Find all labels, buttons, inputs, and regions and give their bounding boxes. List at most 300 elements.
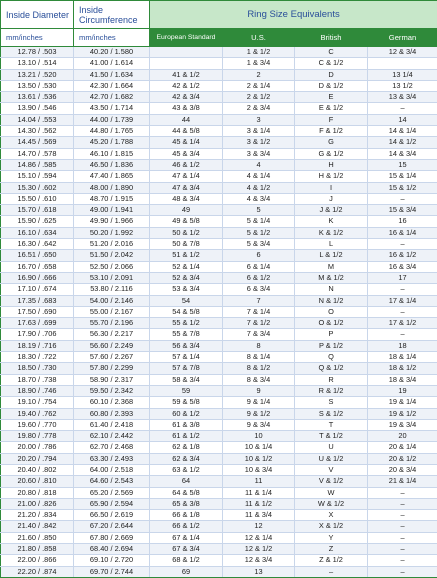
circumference-cell: 45.20 / 1.788 [74,137,150,148]
circumference-cell: 40.20 / 1.580 [74,47,150,58]
european-cell: 59 & 5/8 [150,397,223,408]
european-cell: 69 [150,566,223,577]
table-row [1,193,437,204]
european-cell: 47 & 3/4 [150,182,223,193]
german-cell: 15 [368,159,437,170]
circumference-cell: 42.30 / 1.664 [74,80,150,91]
us-cell: 2 & 3/4 [223,103,295,114]
european-cell: 42 & 3/4 [150,92,223,103]
german-cell: 19 & 1/2 [368,408,437,419]
european-cell [150,47,223,58]
us-cell: 6 & 1/2 [223,272,295,283]
us-cell: 4 [223,159,295,170]
us-cell: 7 & 1/4 [223,306,295,317]
european-cell: 49 [150,205,223,216]
european-cell: 55 & 7/8 [150,329,223,340]
table-row [1,431,437,442]
table-row [1,374,437,385]
circumference-cell: 68.40 / 2.694 [74,544,150,555]
ring-size-equivalents-header: Ring Size Equivalents [150,1,437,29]
table-row [1,126,437,137]
us-cell: 9 & 1/2 [223,408,295,419]
table-row [1,284,437,295]
diameter-cell: 18.30 / .722 [1,352,74,363]
diameter-cell: 21.20 / .834 [1,510,74,521]
diameter-cell: 22.00 / .866 [1,555,74,566]
table-row [1,498,437,509]
diameter-cell: 20.60 / .810 [1,476,74,487]
german-cell: 14 & 1/4 [368,126,437,137]
circumference-cell: 53.10 / 2.091 [74,272,150,283]
us-cell: 8 [223,340,295,351]
german-cell: 19 & 1/4 [368,397,437,408]
british-cell: R [295,374,368,385]
british-cell: L & 1/2 [295,250,368,261]
circumference-cell: 48.00 / 1.890 [74,182,150,193]
diameter-cell: 14.86 / .585 [1,159,74,170]
table-row [1,272,437,283]
diameter-cell: 21.00 / .826 [1,498,74,509]
german-cell: 18 & 3/4 [368,374,437,385]
diameter-cell: 13.50 / .530 [1,80,74,91]
german-cell: 17 & 1/4 [368,295,437,306]
us-cell: 1 & 3/4 [223,58,295,69]
european-cell: 62 & 1/8 [150,442,223,453]
ring-size-rows [1,47,437,578]
european-cell: 58 & 3/4 [150,374,223,385]
european-cell: 64 & 5/8 [150,487,223,498]
us-cell: 8 & 1/2 [223,363,295,374]
european-cell: 44 [150,114,223,125]
table-row [1,532,437,543]
us-cell: 10 & 1/2 [223,453,295,464]
german-cell: – [368,521,437,532]
british-cell: T & 1/2 [295,431,368,442]
us-cell: 5 & 3/4 [223,239,295,250]
circumference-cell: 46.50 / 1.836 [74,159,150,170]
european-cell: 44 & 5/8 [150,126,223,137]
circumference-cell: 57.60 / 2.267 [74,352,150,363]
european-cell: 49 & 5/8 [150,216,223,227]
diameter-cell: 15.10 / .594 [1,171,74,182]
diameter-cell: 19.10 / .754 [1,397,74,408]
circumference-cell: 60.10 / 2.368 [74,397,150,408]
diameter-cell: 18.50 / .730 [1,363,74,374]
table-row [1,92,437,103]
european-cell: 47 & 1/4 [150,171,223,182]
european-cell: 48 & 3/4 [150,193,223,204]
british-header: British [295,29,368,47]
table-row [1,80,437,91]
us-cell: 2 & 1/2 [223,92,295,103]
british-cell: N [295,284,368,295]
inside-diameter-header: Inside Diameter [1,1,74,29]
german-cell: 19 [368,385,437,396]
european-cell: 68 & 1/2 [150,555,223,566]
circumference-cell: 47.40 / 1.865 [74,171,150,182]
diameter-cell: 20.20 / .794 [1,453,74,464]
us-cell: 7 & 1/2 [223,318,295,329]
table-row [1,148,437,159]
diameter-cell: 19.60 / .770 [1,419,74,430]
british-cell: G [295,137,368,148]
circumference-cell: 44.80 / 1.765 [74,126,150,137]
british-cell: X & 1/2 [295,521,368,532]
diameter-cell: 21.60 / .850 [1,532,74,543]
german-cell: 18 & 1/4 [368,352,437,363]
diameter-cell: 21.40 / .842 [1,521,74,532]
us-cell: 12 & 1/2 [223,544,295,555]
us-cell: 6 & 1/4 [223,261,295,272]
circumference-cell: 69.10 / 2.720 [74,555,150,566]
diameter-cell: 13.90 / .546 [1,103,74,114]
us-cell: 5 & 1/2 [223,227,295,238]
us-cell: 4 & 1/2 [223,182,295,193]
table-row [1,205,437,216]
circumference-cell: 65.90 / 2.594 [74,498,150,509]
us-cell: 3 & 3/4 [223,148,295,159]
german-cell: 20 & 3/4 [368,464,437,475]
us-cell: 8 & 3/4 [223,374,295,385]
us-cell: 11 & 3/4 [223,510,295,521]
us-cell: 3 [223,114,295,125]
european-cell: 45 & 1/4 [150,137,223,148]
european-cell: 63 & 1/2 [150,464,223,475]
european-cell: 67 & 3/4 [150,544,223,555]
diameter-cell: 18.90 / .746 [1,385,74,396]
german-cell: 20 & 1/4 [368,442,437,453]
british-cell: R & 1/2 [295,385,368,396]
german-cell: – [368,566,437,577]
diameter-cell: 13.21 / .520 [1,69,74,80]
european-cell: 62 & 3/4 [150,453,223,464]
british-cell: N & 1/2 [295,295,368,306]
circumference-cell: 64.00 / 2.518 [74,464,150,475]
us-cell: 2 [223,69,295,80]
british-cell: H & 1/2 [295,171,368,182]
diameter-cell: 14.45 / .569 [1,137,74,148]
german-cell: 13 1/4 [368,69,437,80]
german-cell: 16 & 3/4 [368,261,437,272]
european-cell: 66 & 1/8 [150,510,223,521]
european-cell [150,58,223,69]
german-cell: 12 & 3/4 [368,47,437,58]
british-cell: W & 1/2 [295,498,368,509]
british-cell: J [295,193,368,204]
diameter-cell: 14.30 / .562 [1,126,74,137]
diameter-cell: 15.50 / .610 [1,193,74,204]
diameter-cell: 15.90 / .625 [1,216,74,227]
diameter-cell: 17.35 / .683 [1,295,74,306]
circumference-cell: 65.20 / 2.569 [74,487,150,498]
european-cell: 57 & 7/8 [150,363,223,374]
us-cell: 11 [223,476,295,487]
european-cell: 45 & 3/4 [150,148,223,159]
diameter-cell: 20.40 / .802 [1,464,74,475]
circumference-cell: 69.70 / 2.744 [74,566,150,577]
diameter-cell: 19.80 / .778 [1,431,74,442]
table-row [1,487,437,498]
german-cell: – [368,103,437,114]
german-cell: – [368,284,437,295]
british-cell: G & 1/2 [295,148,368,159]
us-cell: 9 [223,385,295,396]
british-cell: V & 1/2 [295,476,368,487]
european-cell: 65 & 3/8 [150,498,223,509]
table-row [1,419,437,430]
circumference-cell: 56.30 / 2.217 [74,329,150,340]
german-cell: 14 [368,114,437,125]
diameter-unit-header: mm/inches [1,29,74,47]
british-cell: H [295,159,368,170]
british-cell: S & 1/2 [295,408,368,419]
us-cell: 4 & 1/4 [223,171,295,182]
circumference-cell: 43.50 / 1.714 [74,103,150,114]
european-standard-header: European Standard [150,29,223,47]
european-cell: 51 & 1/2 [150,250,223,261]
circumference-cell: 58.90 / 2.317 [74,374,150,385]
circumference-cell: 56.60 / 2.249 [74,340,150,351]
circumference-cell: 62.70 / 2.468 [74,442,150,453]
european-cell: 56 & 3/4 [150,340,223,351]
british-cell: Z [295,544,368,555]
german-cell: 20 [368,431,437,442]
british-cell: M [295,261,368,272]
german-cell: 18 [368,340,437,351]
circumference-cell: 41.50 / 1.634 [74,69,150,80]
european-cell: 55 & 1/2 [150,318,223,329]
us-cell: 5 & 1/4 [223,216,295,227]
german-cell: – [368,329,437,340]
circumference-cell: 60.80 / 2.393 [74,408,150,419]
circumference-cell: 52.50 / 2.066 [74,261,150,272]
european-cell: 60 & 1/2 [150,408,223,419]
german-cell: 14 & 1/2 [368,137,437,148]
european-cell: 61 & 3/8 [150,419,223,430]
us-cell: 4 & 3/4 [223,193,295,204]
german-cell: 15 & 1/4 [368,171,437,182]
table-row [1,182,437,193]
table-row [1,250,437,261]
table-row [1,476,437,487]
european-cell: 67 & 1/4 [150,532,223,543]
table-row [1,159,437,170]
circumference-cell: 59.50 / 2.342 [74,385,150,396]
german-cell: – [368,532,437,543]
diameter-cell: 16.30 / .642 [1,239,74,250]
circumference-cell: 51.20 / 2.016 [74,239,150,250]
german-cell: 16 & 1/2 [368,250,437,261]
european-cell: 41 & 1/2 [150,69,223,80]
british-cell: Q & 1/2 [295,363,368,374]
british-cell: J & 1/2 [295,205,368,216]
european-cell: 57 & 1/4 [150,352,223,363]
european-cell: 43 & 3/8 [150,103,223,114]
table-row [1,295,437,306]
diameter-cell: 16.51 / .650 [1,250,74,261]
british-cell: M & 1/2 [295,272,368,283]
circumference-cell: 63.30 / 2.493 [74,453,150,464]
table-row [1,453,437,464]
british-cell: P [295,329,368,340]
british-cell: U [295,442,368,453]
table-row [1,352,437,363]
british-cell: E & 1/2 [295,103,368,114]
table-row [1,385,437,396]
european-cell: 46 & 1/2 [150,159,223,170]
circumference-cell: 62.10 / 2.442 [74,431,150,442]
table-row [1,363,437,374]
table-row [1,261,437,272]
british-cell: F & 1/2 [295,126,368,137]
british-cell: U & 1/2 [295,453,368,464]
german-cell: 13 1/2 [368,80,437,91]
european-cell: 52 & 3/4 [150,272,223,283]
circumference-cell: 49.90 / 1.966 [74,216,150,227]
diameter-cell: 16.90 / .666 [1,272,74,283]
circumference-cell: 49.00 / 1.941 [74,205,150,216]
european-cell: 54 & 5/8 [150,306,223,317]
diameter-cell: 15.30 / .602 [1,182,74,193]
us-cell: 9 & 3/4 [223,419,295,430]
us-cell: 7 & 3/4 [223,329,295,340]
table-row [1,227,437,238]
circumference-cell: 55.70 / 2.196 [74,318,150,329]
us-cell: 5 [223,205,295,216]
european-cell: 64 [150,476,223,487]
british-cell: O & 1/2 [295,318,368,329]
british-cell: E [295,92,368,103]
diameter-cell: 22.20 / .874 [1,566,74,577]
circumference-cell: 67.20 / 2.644 [74,521,150,532]
table-row [1,408,437,419]
table-row [1,216,437,227]
table-row [1,306,437,317]
us-cell: 2 & 1/4 [223,80,295,91]
table-row [1,521,437,532]
table-row [1,318,437,329]
european-cell: 53 & 3/4 [150,284,223,295]
german-cell: 15 & 1/2 [368,182,437,193]
british-cell: W [295,487,368,498]
inside-circumference-header: Inside Circumference [74,1,150,29]
table-row [1,47,437,58]
european-cell: 50 & 1/2 [150,227,223,238]
german-cell: 18 & 1/2 [368,363,437,374]
diameter-cell: 15.70 / .618 [1,205,74,216]
german-cell: – [368,498,437,509]
british-cell: L [295,239,368,250]
german-cell: – [368,487,437,498]
german-cell: 21 & 1/4 [368,476,437,487]
diameter-cell: 20.80 / .818 [1,487,74,498]
circumference-cell: 53.80 / 2.116 [74,284,150,295]
diameter-cell: 17.50 / .690 [1,306,74,317]
diameter-cell: 16.70 / .658 [1,261,74,272]
circumference-cell: 57.80 / 2.299 [74,363,150,374]
british-cell: K [295,216,368,227]
british-cell: F [295,114,368,125]
diameter-cell: 17.63 / .699 [1,318,74,329]
table-row [1,103,437,114]
british-cell: X [295,510,368,521]
us-cell: 10 [223,431,295,442]
circumference-cell: 66.50 / 2.619 [74,510,150,521]
british-cell: – [295,566,368,577]
table-row [1,171,437,182]
german-cell: – [368,193,437,204]
us-header: U.S. [223,29,295,47]
us-cell: 9 & 1/4 [223,397,295,408]
diameter-cell: 14.04 / .553 [1,114,74,125]
us-cell: 12 & 3/4 [223,555,295,566]
table-row [1,239,437,250]
british-cell: S [295,397,368,408]
diameter-cell: 12.78 / .503 [1,47,74,58]
british-cell: Y [295,532,368,543]
british-cell: D [295,69,368,80]
table-row [1,58,437,69]
german-cell: 14 & 3/4 [368,148,437,159]
diameter-cell: 18.19 / .716 [1,340,74,351]
table-row [1,397,437,408]
european-cell: 50 & 7/8 [150,239,223,250]
diameter-cell: 20.00 / .786 [1,442,74,453]
us-cell: 3 & 1/4 [223,126,295,137]
us-cell: 12 & 1/4 [223,532,295,543]
diameter-cell: 17.90 / .706 [1,329,74,340]
british-cell: T [295,419,368,430]
german-cell: – [368,510,437,521]
german-cell: 17 [368,272,437,283]
table-row [1,544,437,555]
diameter-cell: 21.80 / .858 [1,544,74,555]
us-cell: 8 & 1/4 [223,352,295,363]
table-row [1,442,437,453]
us-cell: 1 & 1/2 [223,47,295,58]
british-cell: C [295,47,368,58]
circumference-cell: 46.10 / 1.815 [74,148,150,159]
circumference-cell: 61.40 / 2.418 [74,419,150,430]
british-cell: P & 1/2 [295,340,368,351]
table-row [1,555,437,566]
circumference-cell: 64.60 / 2.543 [74,476,150,487]
diameter-cell: 13.10 / .514 [1,58,74,69]
us-cell: 11 & 1/2 [223,498,295,509]
table-row [1,340,437,351]
european-cell: 54 [150,295,223,306]
german-cell: 20 & 1/2 [368,453,437,464]
european-cell: 42 & 1/2 [150,80,223,91]
diameter-cell: 14.70 / .578 [1,148,74,159]
german-cell: – [368,306,437,317]
us-cell: 10 & 1/4 [223,442,295,453]
us-cell: 13 [223,566,295,577]
british-cell: V [295,464,368,475]
table-row [1,464,437,475]
german-cell: 16 [368,216,437,227]
table-row [1,114,437,125]
british-cell: O [295,306,368,317]
diameter-cell: 19.40 / .762 [1,408,74,419]
british-cell: K & 1/2 [295,227,368,238]
british-cell: C & 1/2 [295,58,368,69]
german-cell: 19 & 3/4 [368,419,437,430]
european-cell: 61 & 1/2 [150,431,223,442]
us-cell: 12 [223,521,295,532]
german-cell: 15 & 3/4 [368,205,437,216]
german-cell: 17 & 1/2 [368,318,437,329]
